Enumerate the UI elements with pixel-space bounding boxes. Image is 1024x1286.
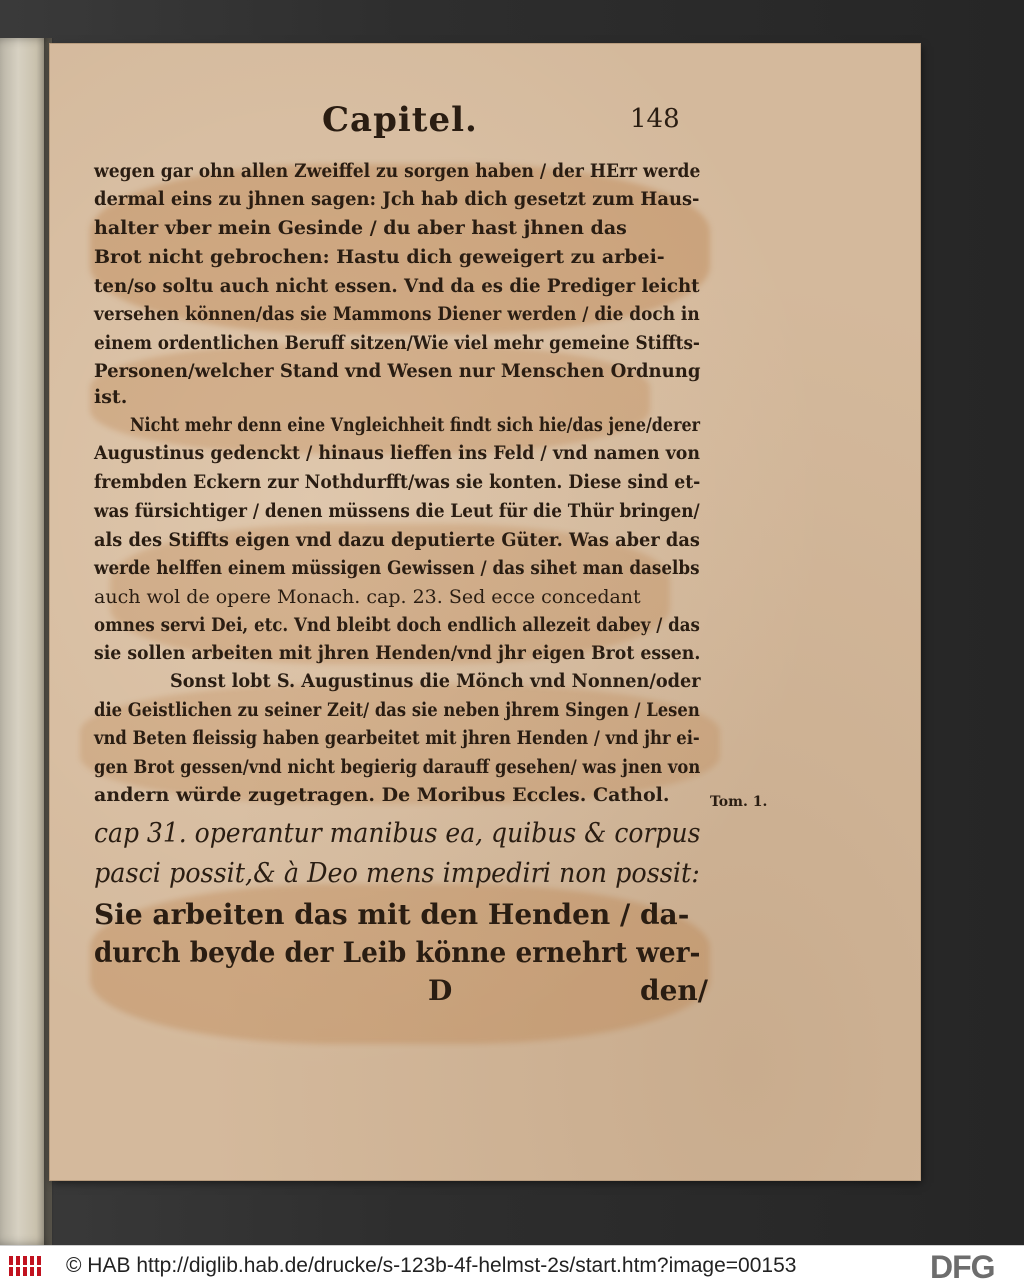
text-line: ist. — [94, 386, 128, 408]
text-line: wegen gar ohn allen Zweiffel zu sorgen haben / der HErr werde — [94, 160, 701, 182]
text-line-large: durch beyde der Leib könne ernehrt wer- — [94, 936, 701, 969]
text-line: omnes servi Dei, etc. Vnd bleibt doch endlich allezeit dabey / das — [94, 614, 700, 636]
text-line: frembden Eckern zur Nothdurfft/was sie konten. Diese sind et- — [94, 471, 701, 493]
page-number: 148 — [630, 104, 680, 134]
text-line: auch wol de opere Monach. cap. 23. Sed ecce concedant — [94, 586, 641, 608]
text-line: Sonst lobt S. Augustinus die Mönch vnd Nonnen/oder — [170, 670, 701, 692]
text-line: sie sollen arbeiten mit jhren Henden/vnd jhr eigen Brot essen. — [94, 642, 701, 664]
text-line: vnd Beten fleissig haben gearbeitet mit jhren Henden / vnd jhr ei- — [94, 727, 700, 749]
text-line-latin: pasci possit,& à Deo mens impediri non possit: — [94, 858, 700, 889]
dfg-logo: DFG — [930, 1249, 995, 1285]
text-line: gen Brot gessen/vnd nicht begierig darauff gesehen/ was jnen von — [94, 756, 701, 778]
text-line: Brot nicht gebrochen: Hastu dich geweigert zu arbei- — [94, 246, 665, 268]
copyright-url[interactable]: © HAB http://diglib.hab.de/drucke/s-123b-4f-helmst-2s/start.htm?image=00153 — [66, 1254, 797, 1277]
text-line: die Geistlichen zu seiner Zeit/ das sie neben jhrem Singen / Lesen — [94, 699, 700, 721]
footer-bar — [0, 1245, 1024, 1286]
hab-logo-icon — [8, 1254, 46, 1278]
signature-mark: D — [428, 974, 453, 1007]
book-page — [50, 44, 920, 1180]
text-line: ten/so soltu auch nicht essen. Vnd da es die Prediger leicht — [94, 275, 700, 297]
running-head: Capitel. — [322, 100, 478, 140]
text-line: versehen können/das sie Mammons Diener werden / die doch in — [94, 303, 700, 325]
text-line: dermal eins zu jhnen sagen: Jch hab dich gesetzt zum Haus- — [94, 188, 700, 210]
text-line: andern würde zugetragen. De Moribus Eccles. Cathol. — [94, 784, 670, 806]
text-line: Personen/welcher Stand vnd Wesen nur Menschen Ordnung — [94, 360, 701, 382]
text-line: einem ordentlichen Beruff sitzen/Wie viel mehr gemeine Stiffts- — [94, 332, 700, 354]
text-line-latin: cap 31. operantur manibus ea, quibus & corpus — [94, 818, 701, 849]
text-line-large: Sie arbeiten das mit den Henden / da- — [94, 898, 690, 931]
catchword: den/ — [640, 974, 708, 1007]
text-line: Augustinus gedenckt / hinaus lieffen ins Feld / vnd namen von — [94, 442, 701, 464]
text-line: was fürsichtiger / denen müssens die Leut für die Thür bringen/ — [94, 500, 700, 522]
text-line: werde helffen einem müssigen Gewissen / das sihet man daselbs — [94, 557, 700, 579]
text-line: Nicht mehr denn eine Vngleichheit findt sich hie/das jene/derer — [130, 414, 700, 436]
margin-note: Tom. 1. — [710, 794, 768, 810]
text-line: halter vber mein Gesinde / du aber hast jhnen das — [94, 217, 627, 239]
text-line: als des Stiffts eigen vnd dazu deputierte Güter. Was aber das — [94, 529, 700, 551]
